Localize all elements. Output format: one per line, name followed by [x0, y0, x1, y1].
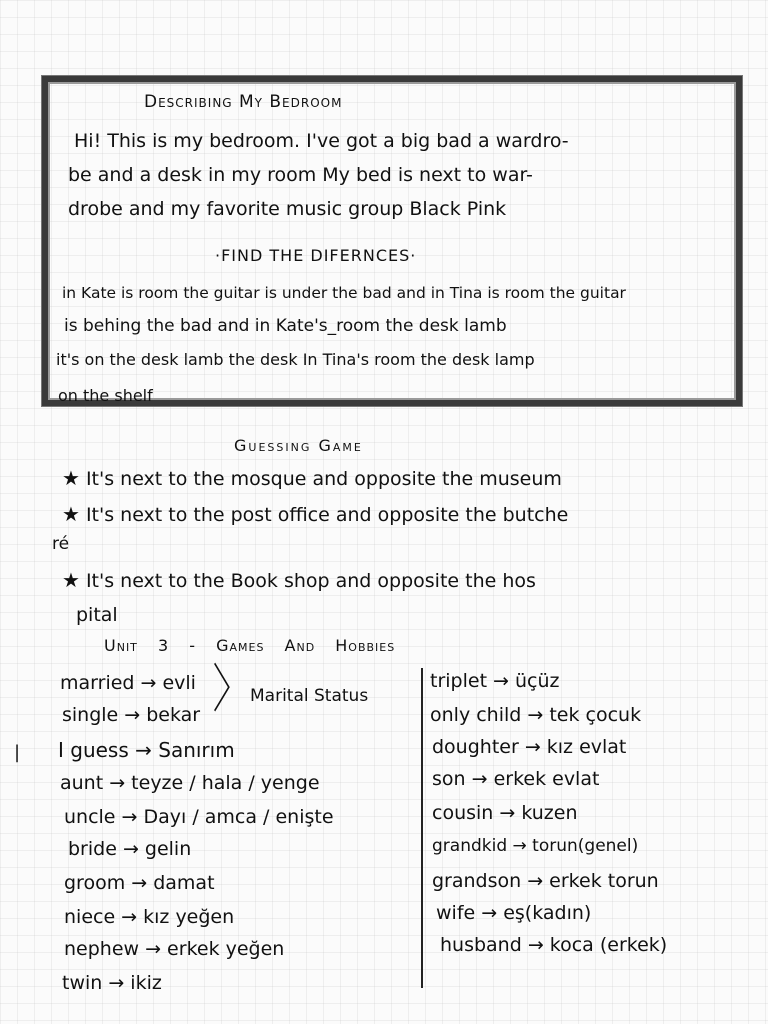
margin-mark: | [14, 742, 21, 763]
vocab-left: uncle → Dayı / amca / enişte [64, 806, 334, 828]
guessing-item-text: It's next to the post office and opposite the butche [85, 504, 569, 526]
guessing-item-continuation: pital [76, 604, 118, 626]
unit-title: Unit 3 - Games And Hobbies [104, 636, 396, 655]
vocab-left: married → evli [60, 672, 196, 694]
differences-line: is behing the bad and in Kate's_room the desk lamb [64, 316, 507, 336]
vocab-left: twin → ikiz [62, 972, 162, 994]
guessing-item-text: It's next to the mosque and opposite the museum [85, 468, 562, 490]
guessing-item [62, 568, 536, 592]
column-divider [421, 668, 423, 988]
bedroom-line: be and a desk in my room My bed is next to war- [68, 164, 533, 186]
vocab-right: cousin → kuzen [432, 802, 578, 824]
differences-title: ·FIND THE DIFERNCES· [215, 246, 417, 265]
differences-line: in Kate is room the guitar is under the bad and in Tina is room the guitar [62, 284, 626, 302]
vocab-left: niece → kız yeğen [64, 906, 235, 928]
vocab-right: triplet → üçüz [430, 670, 560, 692]
differences-line: it's on the desk lamb the desk In Tina's room the desk lamp [56, 350, 535, 369]
bedroom-line: drobe and my favorite music group Black Pink [68, 198, 507, 220]
guessing-item-text: It's next to the Book shop and opposite the hos [85, 570, 536, 592]
brace-mark: 〉 [212, 660, 250, 720]
vocab-right: wife → eş(kadın) [436, 902, 592, 924]
vocab-right: only child → tek çocuk [430, 704, 642, 726]
vocab-right: grandson → erkek torun [432, 870, 659, 892]
star-icon: ★ [62, 502, 80, 526]
vocab-left: groom → damat [64, 872, 215, 894]
vocab-left: nephew → erkek yeğen [64, 938, 285, 960]
vocab-left: bride → gelin [68, 838, 192, 860]
guessing-item [62, 466, 562, 490]
vocab-left: aunt → teyze / hala / yenge [60, 772, 320, 794]
guessing-item [62, 502, 568, 526]
star-icon: ★ [62, 466, 80, 490]
bedroom-title: Describing My Bedroom [144, 92, 343, 112]
guessing-item-continuation: ré [52, 534, 70, 554]
bedroom-line: Hi! This is my bedroom. I've got a big bad a wardro- [74, 130, 569, 152]
star-icon: ★ [62, 568, 80, 592]
differences-line: on the shelf [58, 386, 153, 405]
vocab-left: I guess → Sanırım [58, 738, 235, 762]
vocab-left: single → bekar [62, 704, 201, 726]
guessing-title: Guessing Game [234, 436, 363, 455]
vocab-right: husband → koca (erkek) [440, 934, 668, 956]
vocab-right: doughter → kız evlat [432, 736, 627, 758]
vocab-right: grandkid → torun(genel) [432, 836, 639, 856]
marital-status-label: Marital Status [250, 686, 369, 706]
vocab-right: son → erkek evlat [432, 768, 600, 790]
